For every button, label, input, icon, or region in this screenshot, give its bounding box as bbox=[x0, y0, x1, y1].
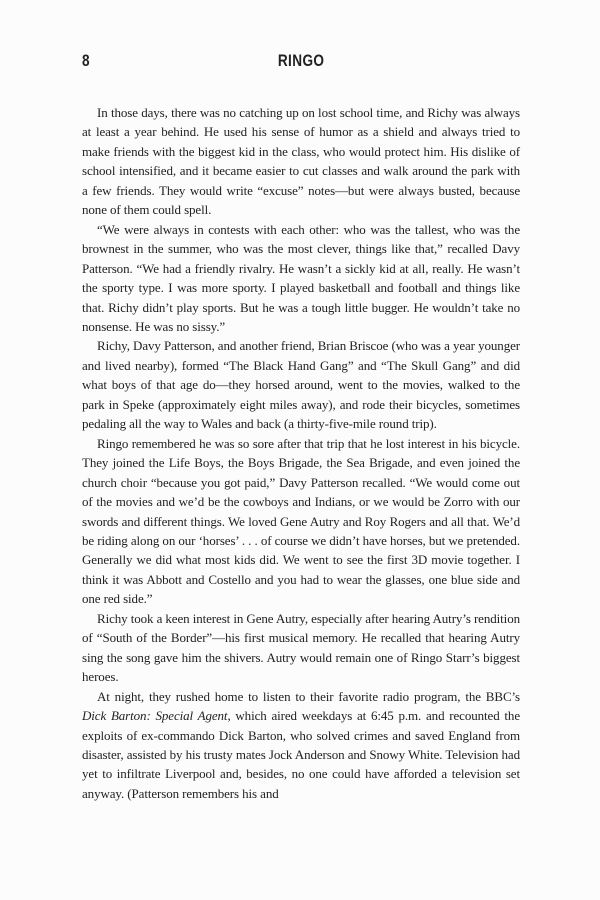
body-text bbox=[82, 103, 520, 803]
text-run: Richy, Davy Patterson, and another friend, Brian Briscoe (who was a year younger and lived nearby), formed “The Black Hand Gang” and “The Skull Gang” and did what boys of that age do—they horsed around, went to the movies, walked to the park in Speke (approximately eight miles away), and rode their bicycles, sometimes pedaling all the way to Wales and back (a thirty-five-mile round trip). bbox=[82, 338, 520, 432]
paragraph bbox=[82, 220, 520, 337]
text-run: , which aired weekdays at 6:45 p.m. and recounted the exploits of ex-commando Dick Barton, who solved crimes and saved England from disaster, assisted by his trusty mates Jock Anderson and Snowy White. Television had yet to infiltrate Liverpool and, besides, no one could have afforded a television set anyway. (Patterson remembers his and bbox=[82, 708, 521, 801]
paragraph bbox=[82, 434, 520, 609]
paragraph bbox=[82, 609, 520, 687]
italic-text-run: Dick Barton: Special Agent bbox=[82, 708, 228, 724]
text-run: In those days, there was no catching up on lost school time, and Richy was always at least a year behind. He used his sense of humor as a shield and always tried to make friends with the biggest kid in the class, who would protect him. His dislike of school intensified, and it became easier to cut classes and walk around the park with a few friends. They would write “excuse” notes—but were always busted, because none of them could spell. bbox=[82, 105, 520, 218]
text-run: “We were always in contests with each other: who was the tallest, who was the brownest in the summer, who was the most clever, things like that,” recalled Davy Patterson. “We had a friendly rivalry. He wasn’t a sickly kid at all, really. He wasn’t the sporty type. I was more sporty. I played basketball and football and things like that. Richy didn’t play sports. But he was a tough little bugger. He wouldn’t take no nonsense. He was no sissy.” bbox=[82, 221, 520, 334]
page-header bbox=[82, 51, 520, 71]
page-number: 8 bbox=[82, 51, 90, 70]
text-run: Richy took a keen interest in Gene Autry, especially after hearing Autry’s rendition of “South of the Border”—his first musical memory. He recalled that hearing Autry sing the song gave him the shivers. Autry would remain one of Ringo Starr’s biggest heroes. bbox=[82, 610, 520, 685]
running-head-title: RINGO bbox=[277, 51, 325, 70]
paragraph bbox=[82, 103, 520, 220]
paragraph bbox=[82, 687, 520, 804]
paragraph bbox=[82, 336, 520, 433]
text-run: Ringo remembered he was so sore after that trip that he lost interest in his bicycle. They joined the Life Boys, the Boys Brigade, the Sea Brigade, and even joined the church choir “because you got paid,” Davy Patterson recalled. “We would come out of the movies and we’d be the cowboys and Indians, or we would be Zorro with our swords and different things. We loved Gene Autry and Roy Rogers and all that. We’d be riding along on our ‘horses’ . . . of course we didn’t have horses, but we pretended. Generally we did what most kids did. We went to see the first 3D movie together. I think it was Abbott and Costello and you had to wear the glasses, one blue side and one red side.” bbox=[82, 435, 520, 607]
text-run: At night, they rushed home to listen to their favorite radio program, the BBC’s bbox=[97, 688, 520, 704]
